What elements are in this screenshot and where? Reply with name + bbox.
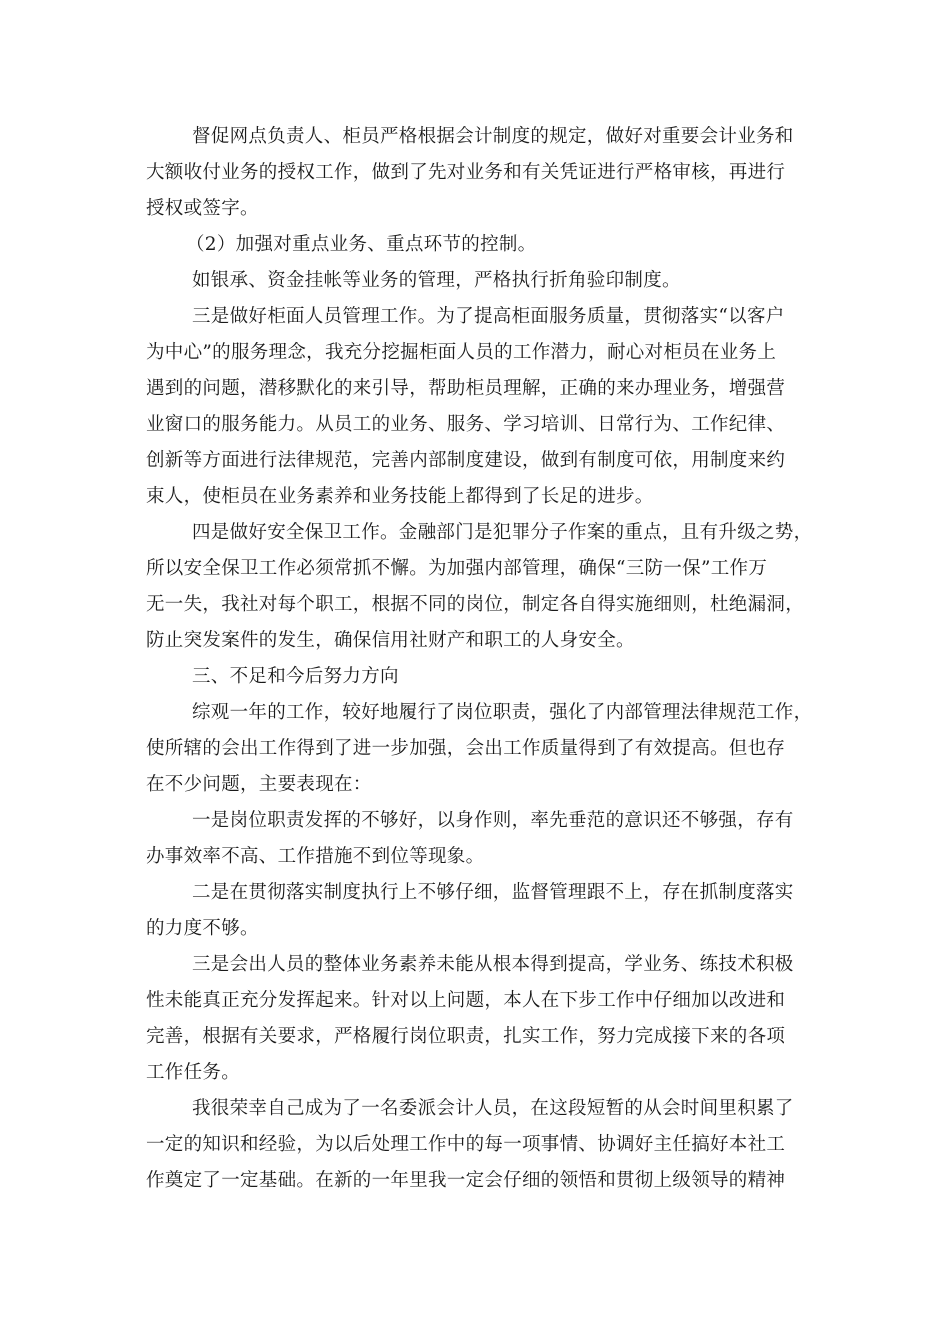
text-line: 性未能真正充分发挥起来。针对以上问题，本人在下步工作中仔细加以改进和 xyxy=(146,990,786,1011)
text-line: 四是做好安全保卫工作。金融部门是犯罪分子作案的重点，且有升级之势， xyxy=(192,522,813,543)
text-line: 三是会出人员的整体业务素养未能从根本得到提高，学业务、练技术积极 xyxy=(192,954,794,975)
text-line: 作奠定了一定基础。在新的一年里我一定会仔细的领悟和贯彻上级领导的精神 xyxy=(146,1170,786,1191)
text-line: 二是在贯彻落实制度执行上不够仔细，监督管理跟不上，存在抓制度落实 xyxy=(192,882,794,903)
text-line: 三是做好柜面人员管理工作。为了提高柜面服务质量，贯彻落实“以客户 xyxy=(192,306,785,327)
section-heading: （2）加强对重点业务、重点环节的控制。 xyxy=(186,234,537,255)
text-line: 综观一年的工作，较好地履行了岗位职责，强化了内部管理法律规范工作， xyxy=(192,702,813,723)
text-line: 督促网点负责人、柜员严格根据会计制度的规定，做好对重要会计业务和 xyxy=(192,126,794,147)
text-line: 创新等方面进行法律规范，完善内部制度建设，做到有制度可依，用制度来约 xyxy=(146,450,786,471)
text-line: 完善，根据有关要求，严格履行岗位职责，扎实工作，努力完成接下来的各项 xyxy=(146,1026,786,1047)
text-line: 业窗口的服务能力。从员工的业务、服务、学习培训、日常行为、工作纪律、 xyxy=(146,414,786,435)
text-line: 所以安全保卫工作必须常抓不懈。为加强内部管理，确保“三防一保”工作万 xyxy=(146,558,768,579)
text-line: 一是岗位职责发挥的不够好，以身作则，率先垂范的意识还不够强，存有 xyxy=(192,810,794,831)
text-line: 如银承、资金挂帐等业务的管理，严格执行折角验印制度。 xyxy=(192,270,681,291)
text-line: 束人，使柜员在业务素养和业务技能上都得到了长足的进步。 xyxy=(146,486,654,507)
text-line: 办事效率不高、工作措施不到位等现象。 xyxy=(146,846,485,867)
text-line: 遇到的问题，潜移默化的来引导，帮助柜员理解，正确的来办理业务，增强营 xyxy=(146,378,786,399)
text-line: 无一失，我社对每个职工，根据不同的岗位，制定各自得实施细则，杜绝漏洞， xyxy=(146,594,805,615)
section-heading: 三、不足和今后努力方向 xyxy=(192,666,399,687)
text-line: 使所辖的会出工作得到了进一步加强，会出工作质量得到了有效提高。但也存 xyxy=(146,738,786,759)
text-line: 工作任务。 xyxy=(146,1062,241,1083)
text-line: 我很荣幸自己成为了一名委派会计人员，在这段短暂的从会时间里积累了 xyxy=(192,1098,794,1119)
text-line: 为中心”的服务理念，我充分挖掘柜面人员的工作潜力，耐心对柜员在业务上 xyxy=(146,342,777,363)
text-line: 大额收付业务的授权工作，做到了先对业务和有关凭证进行严格审核，再进行 xyxy=(146,162,786,183)
text-line: 授权或签字。 xyxy=(146,198,259,219)
text-line: 在不少问题，主要表现在： xyxy=(146,774,372,795)
text-line: 的力度不够。 xyxy=(146,918,259,939)
text-line: 一定的知识和经验，为以后处理工作中的每一项事情、协调好主任搞好本社工 xyxy=(146,1134,786,1155)
text-line: 防止突发案件的发生，确保信用社财产和职工的人身安全。 xyxy=(146,630,635,651)
